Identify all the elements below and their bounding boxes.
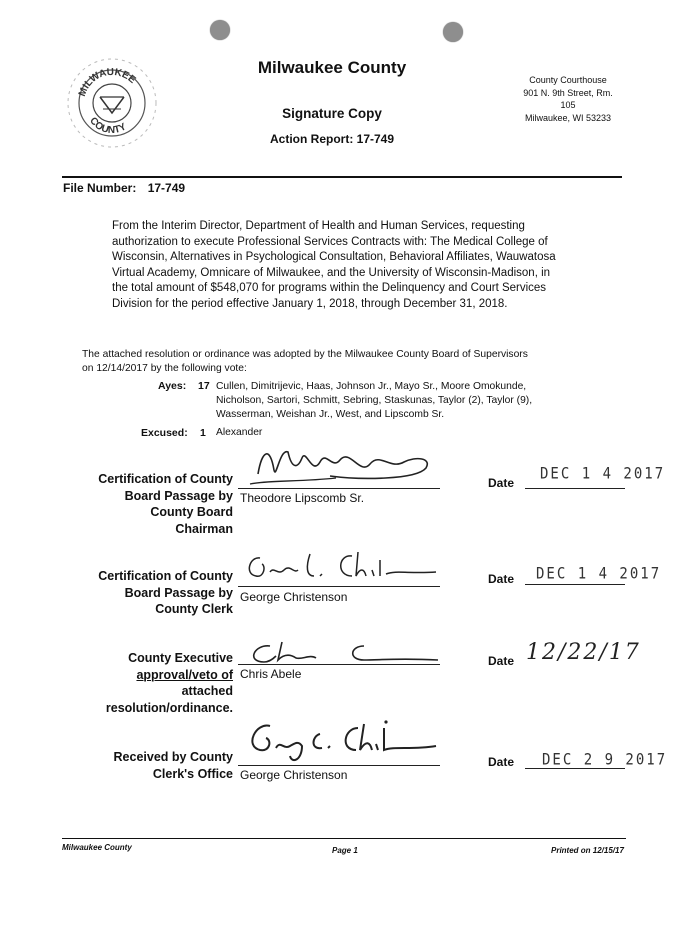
- description-line: Wisconsin, Alternatives in Psychological Consultation, Behavioral Affiliates, Wauwatosa: [112, 251, 556, 264]
- seal-text-top: MILWAUKEE: [76, 66, 138, 99]
- description-line: authorization to execute Professional Services Contracts with: The Medical College of: [112, 235, 548, 248]
- date-stamp-chairman: DEC 1 4 2017: [540, 464, 666, 484]
- label-line: Board Passage by: [124, 585, 233, 600]
- date-label-chairman: Date: [488, 476, 515, 490]
- address-line: County Courthouse: [529, 75, 607, 85]
- address-block: [508, 74, 628, 124]
- label-line: Received by County: [113, 750, 233, 764]
- signature-line-executive: [238, 664, 440, 665]
- description-paragraph: [112, 219, 612, 313]
- label-line: Certification of County: [98, 569, 233, 583]
- label-line: Chairman: [175, 521, 233, 536]
- date-handwritten-executive: 12/22/17: [526, 640, 641, 665]
- adoption-line: on 12/14/2017 by the following vote:: [82, 362, 247, 374]
- action-report-number: Action Report: 17-749: [269, 132, 395, 146]
- label-line: Board Passage by: [124, 488, 233, 503]
- label-line: Clerk's Office: [152, 766, 233, 781]
- description-line: From the Interim Director, Department of Health and Human Services, requesting: [112, 220, 525, 232]
- footer-left: Milwaukee County: [62, 843, 132, 852]
- label-line: attached: [181, 684, 233, 698]
- signature-line-chairman: [238, 488, 440, 489]
- date-label-executive: Date: [488, 654, 515, 668]
- date-line-clerk: [525, 584, 625, 585]
- signature-label-clerk: [60, 568, 233, 618]
- signature-line-clerk: [238, 586, 440, 587]
- handwritten-signature-clerk: [240, 546, 440, 586]
- handwritten-signature-received: [240, 716, 440, 768]
- label-line: County Clerk: [155, 602, 233, 616]
- date-line-chairman: [525, 488, 625, 489]
- date-label-clerk: Date: [488, 572, 515, 586]
- ayes-names: [216, 380, 596, 422]
- signer-name-clerk: George Christenson: [240, 590, 348, 604]
- signature-label-received: [60, 749, 233, 782]
- seal-text-bottom: COUNTY: [87, 115, 129, 137]
- footer-page: Page 1: [332, 846, 358, 855]
- excused-label: Excused:: [141, 427, 188, 439]
- address-line: 105: [560, 100, 576, 110]
- date-label-received: Date: [488, 755, 515, 769]
- address-line: Milwaukee, WI 53233: [524, 112, 612, 123]
- adoption-statement: [82, 348, 622, 375]
- label-line: County Executive: [128, 651, 233, 665]
- address-line: 901 N. 9th Street, Rm.: [523, 87, 613, 98]
- date-line-received: [525, 768, 625, 769]
- file-number-label: File Number:: [63, 181, 137, 195]
- label-line: County Board: [150, 505, 233, 519]
- footer-printed: Printed on 12/15/17: [551, 846, 624, 855]
- label-line: resolution/ordinance.: [105, 700, 233, 715]
- ayes-count: 17: [198, 380, 210, 392]
- date-stamp-clerk: DEC 1 4 2017: [536, 564, 662, 584]
- label-line: approval/veto of: [136, 667, 233, 682]
- signature-label-chairman: [60, 471, 233, 537]
- punch-hole-right: [443, 22, 463, 42]
- county-title: Milwaukee County: [257, 58, 407, 77]
- header-divider: [62, 176, 622, 178]
- description-line: Virtual Academy, Omnicare of Milwaukee, and the University of Wisconsin-Madison, in: [112, 266, 551, 279]
- excused-names: Alexander: [216, 427, 263, 438]
- document-type: Signature Copy: [282, 106, 382, 121]
- adoption-line: The attached resolution or ordinance was adopted by the Milwaukee County Board of Supervisors: [82, 349, 528, 360]
- signature-line-received: [238, 765, 440, 766]
- excused-count: 1: [200, 427, 206, 439]
- handwritten-signature-chairman: [240, 440, 440, 490]
- signer-name-executive: Chris Abele: [240, 667, 302, 681]
- ayes-names-line: Cullen, Dimitrijevic, Haas, Johnson Jr., Mayo Sr., Moore Omokunde,: [216, 381, 527, 392]
- punch-hole-left: [210, 20, 230, 40]
- date-stamp-received: DEC 2 9 2017: [542, 750, 668, 770]
- file-number: [63, 181, 185, 195]
- signer-name-received: George Christenson: [240, 768, 348, 782]
- ayes-label: Ayes:: [158, 380, 187, 392]
- ayes-names-line: Wasserman, Weishan Jr., West, and Lipscomb Sr.: [216, 409, 445, 420]
- signer-name-chairman: Theodore Lipscomb Sr.: [240, 491, 365, 505]
- footer-divider: [62, 838, 626, 839]
- county-seal: [66, 57, 158, 149]
- ayes-names-line: Nicholson, Sartori, Schmitt, Sebring, Staskunas, Taylor (2), Taylor (9),: [216, 395, 533, 406]
- label-line: Certification of County: [98, 472, 233, 486]
- description-line: Division for the period effective January 1, 2018, through December 31, 2018.: [112, 297, 508, 310]
- description-line: the total amount of $548,070 for programs within the Delinquency and Court Services: [112, 282, 547, 295]
- signature-label-executive: [60, 650, 233, 716]
- file-number-value: 17-749: [147, 181, 186, 195]
